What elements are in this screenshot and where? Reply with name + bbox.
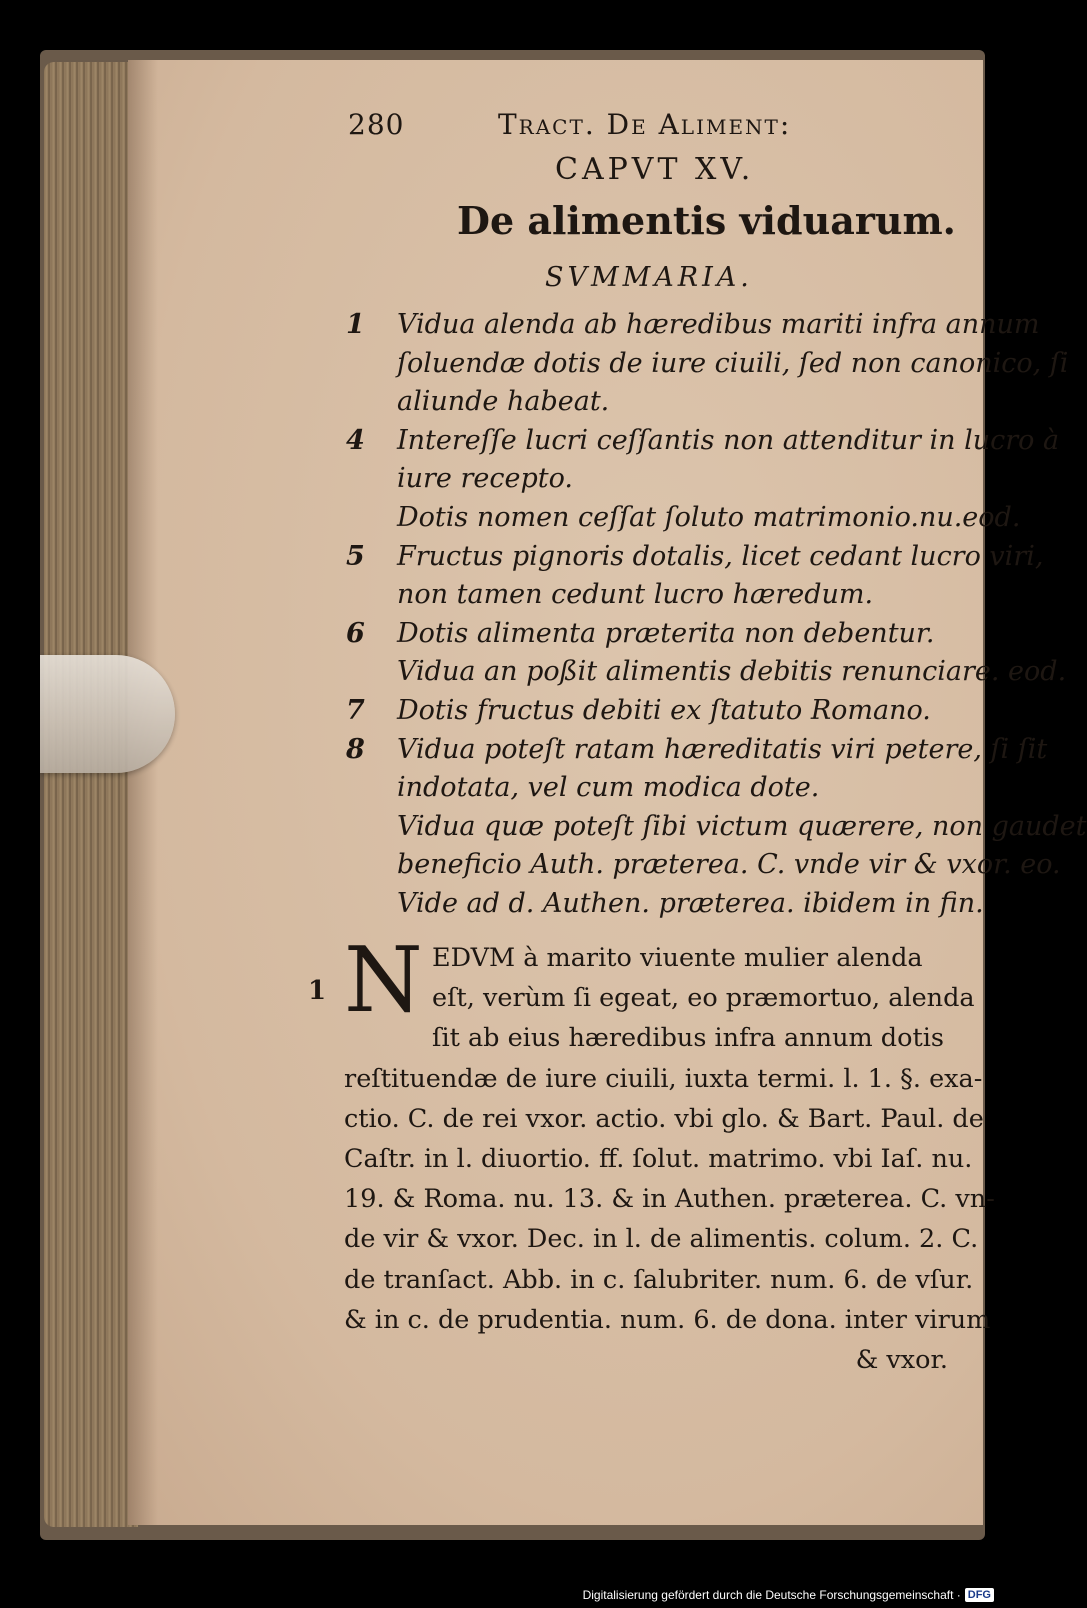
summary-text: non tamen cedunt lucro hæredum. bbox=[397, 579, 874, 611]
body-line: reſtituendæ de iure ciuili, iuxta termi. l. 1. §. exa- bbox=[344, 1063, 983, 1094]
summary-line bbox=[340, 383, 960, 422]
gutter-shadow bbox=[128, 60, 158, 1525]
book-clip bbox=[40, 655, 175, 773]
summary-text: Vidua alenda ab hæredibus mariti infra annum bbox=[397, 309, 1040, 340]
summary-line bbox=[340, 460, 960, 499]
body-line: ctio. C. de rei vxor. actio. vbi glo. & Bart. Paul. de bbox=[344, 1103, 984, 1134]
body-line: de vir & vxor. Dec. in l. de alimentis. colum. 2. C. bbox=[344, 1224, 979, 1255]
summary-text: indotata, vel cum modica dote. bbox=[397, 772, 820, 804]
drop-cap: N bbox=[344, 928, 423, 1033]
summary-text: Vide ad d. Authen. præterea. ibidem in fin. bbox=[397, 887, 984, 919]
summary-line bbox=[340, 769, 960, 808]
running-header bbox=[348, 108, 948, 148]
summary-text: Fructus pignoris dotalis, licet cedant lucro viri, bbox=[397, 540, 1044, 572]
summary-line bbox=[340, 422, 1060, 461]
body-line: ſit ab eius hæredibus infra annum dotis bbox=[432, 1023, 944, 1054]
summary-text: Dotis alimenta præterita non debentur. bbox=[397, 617, 935, 649]
margin-number: 1 bbox=[308, 976, 327, 1006]
credit-text: Digitalisierung gefördert durch die Deutsche Forschungsgemeinschaft · bbox=[582, 1588, 961, 1602]
summary-text: beneficio Auth. præterea. C. vnde vir & vxor. eo. bbox=[397, 849, 1061, 881]
body-line: 19. & Roma. nu. 13. & in Authen. præterea. C. vn- bbox=[344, 1184, 995, 1215]
digitization-credit bbox=[583, 1585, 994, 1605]
summary-text: Dotis fructus debiti ex ſtatuto Romano. bbox=[397, 694, 931, 726]
summary-line bbox=[340, 885, 984, 924]
summary-number: 6 bbox=[346, 617, 365, 649]
chapter-number: CAPVT XV. bbox=[555, 152, 755, 187]
page-edges bbox=[44, 62, 138, 1527]
summary-text: Vidua quæ poteſt ſibi victum quærere, non gaudet bbox=[397, 810, 1087, 842]
summary-text: aliunde habeat. bbox=[397, 386, 610, 418]
summary-number: 1 bbox=[346, 309, 365, 340]
summary-number: 5 bbox=[346, 540, 365, 572]
summary-line bbox=[340, 306, 1040, 345]
summary-line bbox=[340, 808, 1087, 847]
summary-line bbox=[340, 538, 1044, 577]
summary-line bbox=[340, 731, 1048, 770]
summary-text: Dotis nomen ceſſat ſoluto matrimonio.nu.eod. bbox=[397, 501, 1021, 533]
page-number: 280 bbox=[348, 108, 405, 141]
summary-number: 8 bbox=[346, 733, 365, 765]
body-line-catchword: & vxor. bbox=[855, 1345, 948, 1376]
running-title: Tract. De Aliment: bbox=[498, 108, 792, 141]
summary-line bbox=[340, 653, 1067, 692]
summary-line bbox=[340, 692, 960, 731]
body-line: de tranſact. Abb. in c. ſalubriter. num. 6. de vſur. bbox=[344, 1264, 974, 1295]
summary-text: ſoluendæ dotis de iure ciuili, ſed non canonico, ſi bbox=[397, 347, 1069, 379]
summary-text: iure recepto. bbox=[397, 463, 573, 495]
body-line: EDVM à marito viuente mulier alenda bbox=[432, 943, 923, 973]
summary-number: 4 bbox=[346, 424, 365, 456]
summary-line bbox=[340, 576, 960, 615]
summary-text: Intereſſe lucri ceſſantis non attenditur in lucro à bbox=[397, 424, 1060, 456]
summary-line bbox=[340, 846, 1061, 885]
body-line: & in c. de prudentia. num. 6. de dona. inter virum bbox=[344, 1304, 991, 1335]
body-paragraph bbox=[344, 928, 995, 1380]
body-line: Caſtr. in l. diuortio. ff. ſolut. matrimo. vbi Iaſ. nu. bbox=[344, 1144, 973, 1175]
body-line: eſt, verùm ſi egeat, eo præmortuo, alenda bbox=[432, 983, 975, 1014]
summary-line bbox=[340, 345, 1069, 384]
dfg-logo: DFG bbox=[965, 1588, 994, 1602]
chapter-title: De alimentis viduarum. bbox=[457, 198, 956, 243]
summary-text: Vidua an poßit alimentis debitis renunciare. eod. bbox=[397, 656, 1067, 688]
summary-number: 7 bbox=[346, 694, 365, 726]
summaria-heading: SVMMARIA. bbox=[545, 262, 753, 293]
summaria-list bbox=[340, 306, 1087, 924]
summary-text: Vidua poteſt ratam hæreditatis viri petere, ſi ſit bbox=[397, 733, 1048, 765]
summary-line bbox=[340, 499, 1021, 538]
summary-line bbox=[340, 615, 960, 654]
